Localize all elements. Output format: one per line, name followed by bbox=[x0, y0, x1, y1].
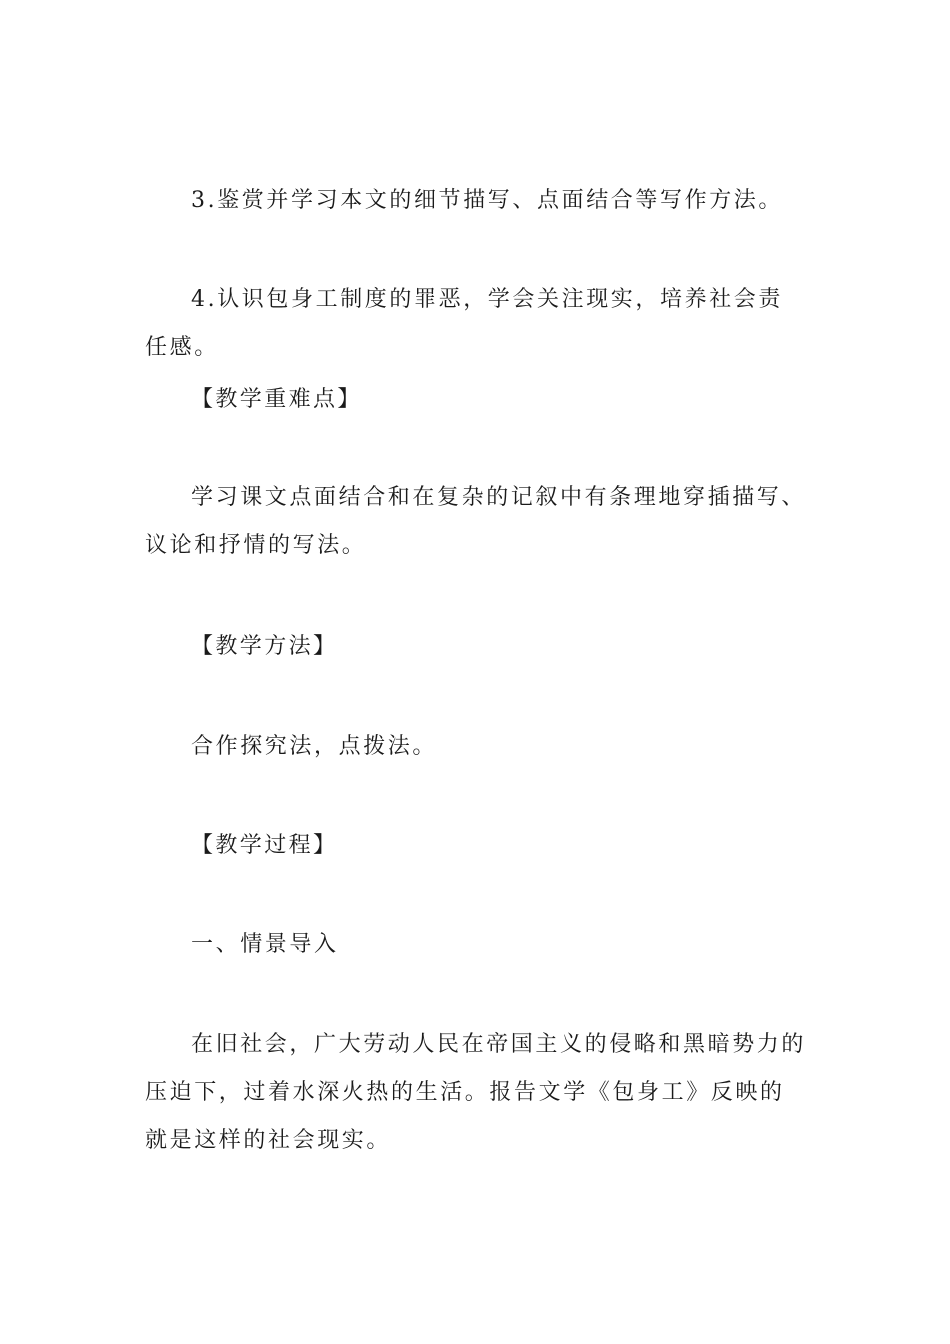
section-heading-key-points: 【教学重难点】 bbox=[191, 387, 362, 412]
methods-text: 合作探究法，点拨法。 bbox=[191, 734, 438, 759]
intro-text: 在旧社会，广大劳动人民在帝国主义的侵略和黑暗势力的压迫下，过着水深火热的生活。报告文学《包身工》反映的就是这样的社会现实。 bbox=[145, 1032, 807, 1153]
objective-3: 3.鉴赏并学习本文的细节描写、点面结合等写作方法。 bbox=[191, 188, 783, 213]
section-heading-process: 【教学过程】 bbox=[191, 833, 338, 858]
key-points-text: 学习课文点面结合和在复杂的记叙中有条理地穿插描写、议论和抒情的写法。 bbox=[145, 485, 807, 558]
subsection-heading-intro: 一、情景导入 bbox=[191, 932, 339, 957]
objective-4: 4.认识包身工制度的罪恶，学会关注现实，培养社会责任感。 bbox=[145, 287, 783, 360]
section-heading-methods: 【教学方法】 bbox=[191, 634, 338, 659]
